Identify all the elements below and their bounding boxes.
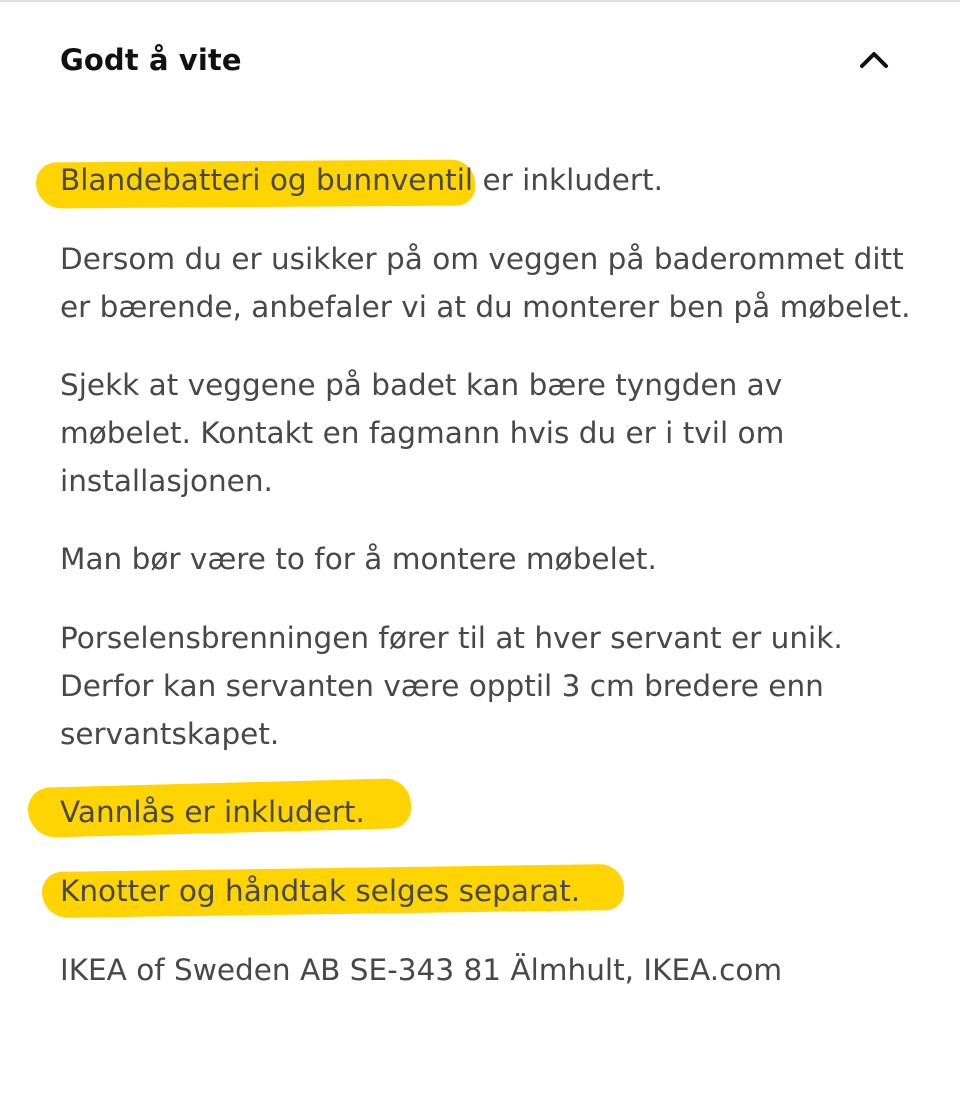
highlighted-text: Blandebatteri og bunnventil [60,163,474,197]
paragraph-text: er inkludert. [473,163,663,197]
accordion-content [60,156,920,1025]
paragraph-wall-weight: Sjekk at veggene på badet kan bære tyngden av møbelet. Kontakt en fagmann hvis du er i tvil om installasjonen. [60,368,785,498]
chevron-up-icon[interactable] [858,44,890,76]
top-divider [0,0,960,2]
highlighted-text: Vannlås er inkludert. [60,795,365,829]
paragraph-wall-legs: Dersom du er usikker på om veggen på baderommet ditt er bærende, anbefaler vi at du monterer ben på møbelet. [60,242,911,324]
highlight-marker [60,163,473,197]
paragraph-porcelain: Porselensbrenningen fører til at hver servant er unik. Derfor kan servanten være opptil 3 cm bredere enn servantskapet. [60,621,843,751]
paragraph-trap-included [60,788,920,836]
highlighted-text: Knotter og håndtak selges separat. [60,874,581,908]
highlight-marker [60,795,365,829]
paragraph-two-people: Man bør være to for å montere møbelet. [60,542,657,576]
section-title: Godt å vite [60,43,242,77]
paragraph-knobs-separate [60,867,920,915]
paragraph-included-faucet [60,156,920,204]
accordion-header[interactable] [0,24,960,96]
highlight-marker [60,874,580,908]
paragraph-manufacturer: IKEA of Sweden AB SE-343 81 Älmhult, IKEA.com [60,953,783,987]
